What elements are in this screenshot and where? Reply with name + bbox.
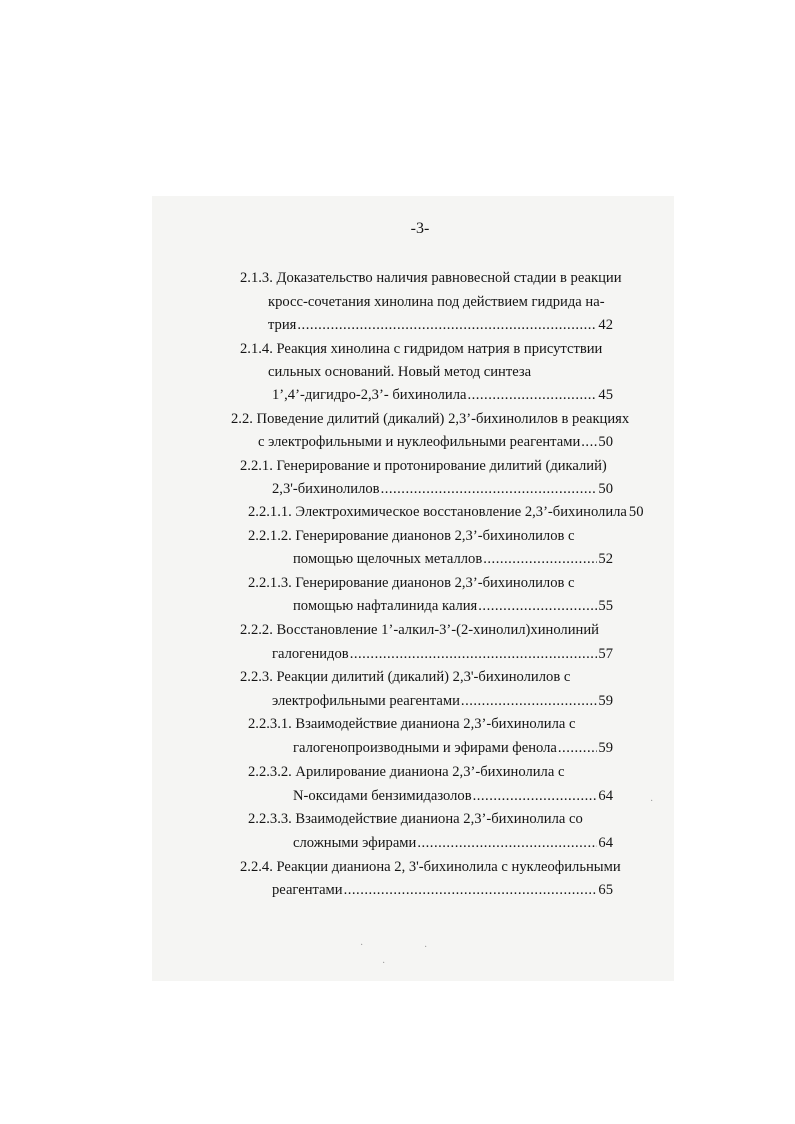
toc-entry-text: 2.2.3.3. Взаимодействие дианиона 2,3’-бихинолила со <box>248 811 583 827</box>
toc-entry-text: трия <box>268 317 297 333</box>
toc-entry-text: 2.2.1.3. Генерирование дианонов 2,3’-бихинолилов с <box>248 575 575 591</box>
scan-speck: · <box>650 796 654 807</box>
toc-page-number: 42 <box>598 317 613 333</box>
toc-entry-text: 2,3'-бихинолилов <box>272 481 380 497</box>
toc-entry-text: помощью щелочных металлов <box>293 551 483 567</box>
toc-page-number: 64 <box>598 788 613 804</box>
dot-leader <box>478 597 597 615</box>
toc-page-number: 57 <box>598 646 613 662</box>
scan-speck: · <box>424 942 428 953</box>
scan-speck: · <box>382 958 386 969</box>
toc-entry-text: 2.2.4. Реакции дианиона 2, 3'-бихинолила с нуклеофильными <box>240 859 621 875</box>
toc-entry-text: 2.2.3. Реакции дилитий (дикалий) 2,3'-бихинолилов с <box>240 669 571 685</box>
toc-page-number: 50 <box>598 434 613 450</box>
dot-leader <box>381 480 598 498</box>
toc-entry-text: электрофильными реагентами <box>272 693 460 709</box>
toc-entry-leader <box>293 834 613 852</box>
toc-page-number: 65 <box>598 882 613 898</box>
toc-page-number: 50 <box>628 504 644 520</box>
dot-leader <box>461 692 597 710</box>
dot-leader <box>483 550 597 568</box>
toc-entry-leader <box>272 881 613 899</box>
toc-entry-text: сложными эфирами <box>293 835 417 851</box>
toc-page-number: 55 <box>598 598 613 614</box>
dot-leader <box>467 386 597 404</box>
toc-entry-text: с электрофильными и нуклеофильными реагентами <box>258 434 581 450</box>
toc-page-number: 64 <box>598 835 613 851</box>
toc-entry-leader <box>293 550 613 568</box>
toc-page-number: 50 <box>598 481 613 497</box>
toc-entry-leader <box>248 503 644 521</box>
toc-page-number: 59 <box>598 740 613 756</box>
dot-leader <box>417 834 597 852</box>
toc-entry-text: 2.2.2. Восстановление 1’-алкил-3’-(2-хинолил)хинолиний <box>240 622 599 638</box>
scan-speck: · <box>360 940 364 951</box>
toc-page-number: 59 <box>598 693 613 709</box>
toc-entry-text: 2.2. Поведение дилитий (дикалий) 2,3’-бихинолилов в реакциях <box>231 411 630 427</box>
toc-entry-text: 2.1.4. Реакция хинолина с гидридом натрия в присутствии <box>240 341 603 357</box>
toc-page-number: 45 <box>598 387 613 403</box>
toc-entry-text: галогенопроизводными и эфирами фенола <box>293 740 557 756</box>
dot-leader <box>558 739 598 757</box>
toc-entry-text: N-оксидами бензимидазолов <box>293 788 472 804</box>
toc-entry-leader <box>268 316 613 334</box>
toc-entry-text: 2.2.3.1. Взаимодействие дианиона 2,3’-бихинолила с <box>248 716 576 732</box>
dot-leader <box>473 787 598 805</box>
toc-entry-leader <box>293 597 613 615</box>
toc-entry-leader <box>272 386 613 404</box>
toc-entry-text: галогенидов <box>272 646 349 662</box>
toc-entry-leader <box>258 433 613 451</box>
dot-leader <box>344 881 598 899</box>
toc-entry-leader <box>272 692 613 710</box>
toc-entry-text: помощью нафталинида калия <box>293 598 478 614</box>
toc-entry-text: 1’,4’-дигидро-2,3’- бихинолила <box>272 387 467 403</box>
page-number: -3- <box>410 220 430 237</box>
toc-entry-leader <box>272 480 613 498</box>
toc-entry-text: 2.2.3.2. Арилирование дианиона 2,3’-бихинолила с <box>248 764 565 780</box>
toc-entry-leader <box>293 739 613 757</box>
toc-page-number: 52 <box>598 551 613 567</box>
dot-leader <box>297 316 597 334</box>
toc-entry-text: 2.2.1.2. Генерирование дианонов 2,3’-бихинолилов с <box>248 528 575 544</box>
toc-entry-leader <box>293 787 613 805</box>
toc-entry-text: 2.2.1.1. Электрохимическое восстановление 2,3’-бихинолила <box>248 504 627 520</box>
toc-entry-text: кросс-сочетания хинолина под действием гидрида на- <box>268 294 605 310</box>
toc-entry-text: 2.1.3. Доказательство наличия равновесной стадии в реакции <box>240 270 622 286</box>
dot-leader <box>350 645 598 663</box>
toc-entry-leader <box>272 645 613 663</box>
toc-entry-text: реагентами <box>272 882 343 898</box>
toc-entry-text: 2.2.1. Генерирование и протонирование дилитий (дикалий) <box>240 458 607 474</box>
dot-leader <box>581 433 597 451</box>
toc-entry-text: сильных оснований. Новый метод синтеза <box>268 364 532 380</box>
